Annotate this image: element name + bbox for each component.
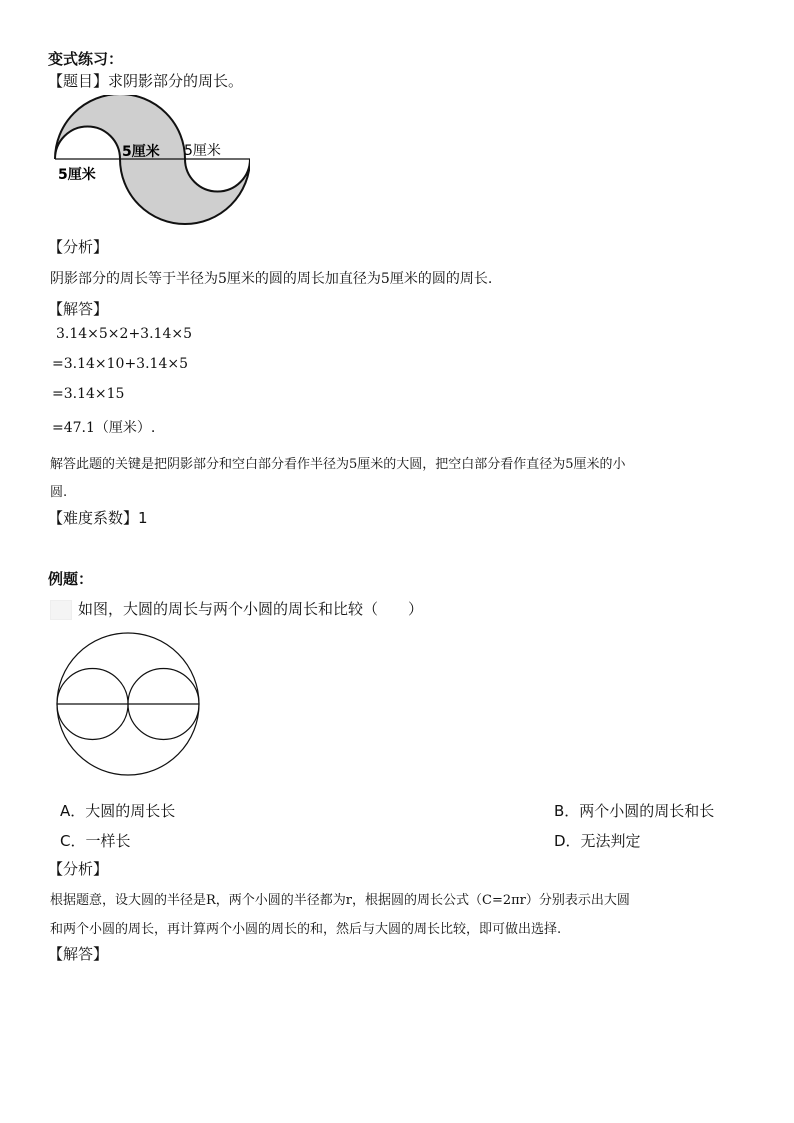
circles-figure (52, 630, 204, 782)
answer-line-2: =3.14×10+3.14×5 (52, 356, 188, 372)
label-middle: 5厘米 (122, 144, 160, 160)
example-question: 如图，大圆的周长与两个小圆的周长和比较（ ） (78, 600, 424, 618)
blank-box (50, 600, 72, 620)
comment-line-1: 解答此题的关键是把阴影部分和空白部分看作半径为5厘米的大圆，把空白部分看作直径为5厘米的小 (50, 457, 626, 472)
option-d[interactable]: D．无法判定 (554, 832, 641, 850)
difficulty: 【难度系数】1 (48, 509, 148, 527)
problem-statement: 【题目】求阴影部分的周长。 (48, 72, 244, 90)
answer-line-3: =3.14×15 (52, 386, 125, 402)
option-b[interactable]: B．两个小圆的周长和长 (554, 802, 715, 820)
shaded-figure (50, 95, 250, 225)
comment-line-2: 圆. (50, 485, 68, 500)
option-c[interactable]: C．一样长 (60, 832, 131, 850)
section-heading-practice: 变式练习： (48, 50, 124, 68)
example-answer-heading: 【解答】 (48, 945, 109, 963)
label-right: 5厘米 (184, 143, 221, 159)
option-a[interactable]: A．大圆的周长长 (60, 802, 176, 820)
analysis-text: 阴影部分的周长等于半径为5厘米的圆的周长加直径为5厘米的圆的周长. (50, 271, 493, 287)
example-analysis-line-1: 根据题意，设大圆的半径是R，两个小圆的半径都为r，根据圆的周长公式（C=2πr）分别表示出大圆 (50, 893, 630, 908)
example-analysis-line-2: 和两个小圆的周长，再计算两个小圆的周长的和，然后与大圆的周长比较，即可做出选择. (50, 922, 562, 937)
example-analysis-heading: 【分析】 (48, 860, 109, 878)
answer-line-4: =47.1（厘米）. (52, 420, 156, 436)
answer-heading: 【解答】 (48, 300, 109, 318)
analysis-heading: 【分析】 (48, 238, 109, 256)
section-heading-example: 例题： (48, 570, 94, 588)
label-left: 5厘米 (58, 167, 96, 183)
answer-line-1: 3.14×5×2+3.14×5 (56, 326, 192, 342)
